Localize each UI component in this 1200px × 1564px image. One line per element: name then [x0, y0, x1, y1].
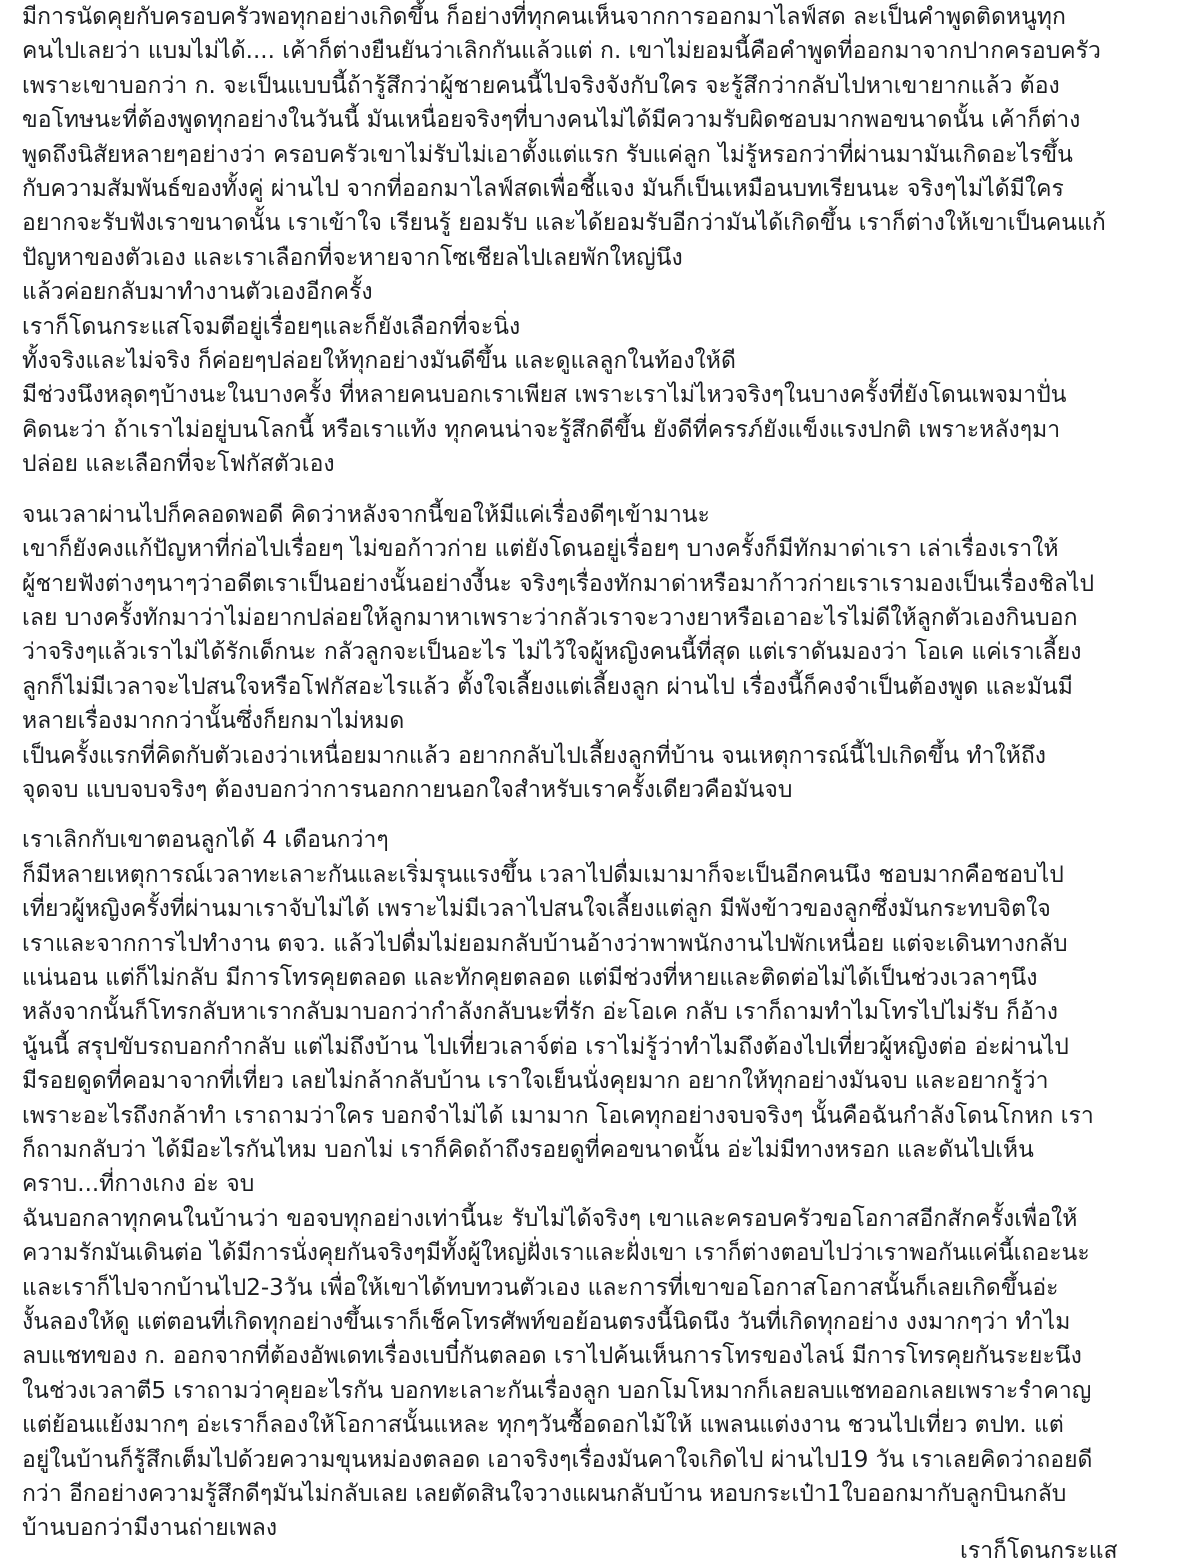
text-line: คิดนะว่า ถ้าเราไม่อยู่บนโลกนี้ หรือเราแท้ง ทุกคนน่าจะรู้สึกดีขึ้น ยังดีที่ครรภ์ยังแข็งแรงปกติ เพราะหลังๆมา — [22, 416, 1061, 443]
paragraph-2 — [22, 498, 1190, 808]
text-line: ทั้งจริงและไม่จริง ก็ค่อยๆปล่อยให้ทุกอย่างมันดีขึ้น และดูแลลูกในท้องให้ดี — [22, 348, 736, 375]
text-line: เที่ยวผู้หญิงครั้งที่ผ่านมาเราจับไม่ได้ เพราะไม่มีเวลาไปสนใจเลี้ยงแต่ลูก มีพังข้าวของลูกซึ่งมันกระทบจิตใจ — [22, 896, 1051, 923]
text-line: ปัญหาของตัวเอง และเราเลือกที่จะหายจากโซเชียลไปเลยพักใหญ่นึง — [22, 244, 683, 271]
text-line: ผู้ชายฟังต่างๆนาๆว่าอดีตเราเป็นอย่างนั้นอย่างงี้นะ จริงๆเรื่องทักมาด่าหรือมาก้าวก่ายเราเรามองเป็นเรื่องชิลไป — [22, 570, 1095, 597]
paragraph-1 — [22, 0, 1190, 482]
text-line: จุดจบ แบบจบจริงๆ ต้องบอกว่าการนอกกายนอกใจสำหรับเราครั้งเดียวคือมันจบ — [22, 776, 793, 803]
text-line: แล้วค่อยกลับมาทำงานตัวเองอีกครั้ง — [22, 279, 373, 306]
paragraph-3 — [22, 823, 1190, 1546]
text-line: ในช่วงเวลาตี5 เราถามว่าคุยอะไรกัน บอกทะเลาะกันเรื่องลูก บอกโมโหมากก็เลยลบแชทออกเลยเพราะรำคาญ — [22, 1377, 1092, 1404]
cut-off-text: เราก็โดนกระแส — [960, 1538, 1118, 1564]
text-line: อยู่ในบ้านก็รู้สึกเต็มไปด้วยความขุนหม่องตลอด เอาจริงๆเรื่องมันคาใจเกิดไป ผ่านไป19 วัน เราเลยคิดว่าถอยดี — [22, 1446, 1093, 1473]
text-line: ขอโทษนะที่ต้องพูดทุกอย่างในวันนี้ มันเหนื่อยจริงๆที่บางคนไม่ได้มีความรับผิดชอบมากพอขนาดนั้น เค้าก็ต่าง — [22, 107, 1081, 134]
text-line: เราและจากการไปทำงาน ตจว. แล้วไปดื่มไม่ยอมกลับบ้านอ้างว่าพาพนักงานไปพักเหนื่อย แต่จะเดินทางกลับ — [22, 930, 1068, 957]
text-line: อยากจะรับฟังเราขนาดนั้น เราเข้าใจ เรียนรู้ ยอมรับ และได้ยอมรับอีกว่ามันได้เกิดขึ้น เราก็ต่างให้เขาเป็นคนแก้ — [22, 210, 1106, 237]
text-line: คราบ...ที่กางเกง อ่ะ จบ — [22, 1171, 255, 1198]
text-line: ก็มีหลายเหตุการณ์เวลาทะเลาะกันและเริ่มรุนแรงขึ้น เวลาไปดื่มเมามาก็จะเป็นอีกคนนึง ชอบมากคือชอบไป — [22, 861, 1064, 888]
text-line: มีช่วงนึงหลุดๆบ้างนะในบางครั้ง ที่หลายคนบอกเราเพียส เพราะเราไม่ไหวจริงๆในบางครั้งที่ยังโดนเพจมาปั่น — [22, 382, 1067, 409]
text-line: ปล่อย และเลือกที่จะโฟกัสตัวเอง — [22, 451, 335, 478]
text-line: งั้นลองให้ดู แต่ตอนที่เกิดทุกอย่างขึ้นเราก็เช็คโทรศัพท์ขอย้อนตรงนี้นิดนึง วันที่เกิดทุกอย่าง งงมากๆว่า ทำไม — [22, 1309, 1071, 1336]
text-line: ลบแชทของ ก. ออกจากที่ต้องอัพเดทเรื่องเบบี๋กันตลอด เราไปค้นเห็นการโทรของไลน์ มีการโทรคุยกันระยะนึง — [22, 1343, 1082, 1370]
text-line: จนเวลาผ่านไปก็คลอดพอดี คิดว่าหลังจากนี้ขอให้มีแค่เรื่องดีๆเข้ามานะ — [22, 501, 710, 528]
post-body — [22, 0, 1190, 1562]
text-line: หลังจากนั้นก็โทรกลับหาเรากลับมาบอกว่ากำลังกลับนะที่รัก อ่ะโอเค กลับ เราก็ถามทำไมโทรไปไม่รับ ก็อ้าง — [22, 999, 1058, 1026]
text-line: มีรอยดูดที่คอมาจากที่เที่ยว เลยไม่กล้ากลับบ้าน เราใจเย็นนั่งคุยมาก อยากให้ทุกอย่างมันจบ และอยากรู้ว่า — [22, 1068, 1049, 1095]
text-line: ลูกก็ไม่มีเวลาจะไปสนใจหรือโฟกัสอะไรแล้ว ตั้งใจเลี้ยงแต่เลี้ยงลูก ผ่านไป เรื่องนี้ก็คงจำเป็นต้องพูด และมันมี — [22, 673, 1073, 700]
text-line: เพราะเขาบอกว่า ก. จะเป็นแบบนี้ถ้ารู้สึกว่าผู้ชายคนนี้ไปจริงจังกับใคร จะรู้สึกว่ากลับไปหาเขายากแล้ว ต้อง — [22, 72, 1060, 99]
text-line: เลย บางครั้งทักมาว่าไม่อยากปล่อยให้ลูกมาหาเพราะว่ากลัวเราจะวางยาหรือเอาอะไรไม่ดีให้ลูกตัวเองกินบอก — [22, 604, 1078, 631]
text-line: ก็ถามกลับว่า ได้มีอะไรกันไหม บอกไม่ เราก็คิดถ้าถึงรอยดูที่คอขนาดนั้น อ่ะไม่มีทางหรอก และดันไปเห็น — [22, 1137, 1034, 1163]
text-line: พูดถึงนิสัยหลายๆอย่างว่า ครอบครัวเขาไม่รับไม่เอาตั้งแต่แรก รับแค่ลูก ไม่รู้หรอกว่าที่ผ่านมามันเกิดอะไรขึ้น — [22, 141, 1073, 168]
text-line: เราเลิกกับเขาตอนลูกได้ 4 เดือนกว่าๆ — [22, 827, 389, 854]
text-line: ฉันบอกลาทุกคนในบ้านว่า ขอจบทุกอย่างเท่านี้นะ รับไม่ได้จริงๆ เขาและครอบครัวขอโอกาสอีกสักครั้งเพื่อให้ — [22, 1205, 1078, 1232]
text-line: กว่า อีกอย่างความรู้สึกดีๆมันไม่กลับเลย เลยตัดสินใจวางแผนกลับบ้าน หอบกระเป๋า1ใบออกมากับลูกบินกลับ — [22, 1481, 1067, 1508]
text-line: แต่ย้อนแย้งมากๆ อ่ะเราก็ลองให้โอกาสนั้นแหละ ทุกๆวันซื้อดอกไม้ให้ แพลนแต่งงาน ชวนไปเที่ยว ตปท. แต่ — [22, 1412, 1064, 1439]
text-line: มีการนัดคุยกับครอบครัวพอทุกอย่างเกิดขึ้น ก็อย่างที่ทุกคนเห็นจากการออกมาไลฟ์สด ละเป็นคำพูดติดหนูทุก — [22, 4, 1066, 30]
text-line: หลายเรื่องมากกว่านั้นซึ่งก็ยกมาไม่หมด — [22, 708, 405, 735]
cut-off-next-line — [960, 1538, 1140, 1564]
text-line: เป็นครั้งแรกที่คิดกับตัวเองว่าเหนื่อยมากแล้ว อยากกลับไปเลี้ยงลูกที่บ้าน จนเหตุการณ์นี้ไปเกิดขึ้น ทำให้ถึง — [22, 742, 1047, 769]
text-line: ความรักมันเดินต่อ ได้มีการนั่งคุยกันจริงๆมีทั้งผู้ใหญ่ฝั่งเราและฝั่งเขา เราก็ต่างตอบไปว่าเราพอกันแค่นี้เถอะนะ — [22, 1240, 1090, 1267]
text-line: กับความสัมพันธ์ของทั้งคู่ ผ่านไป จากที่ออกมาไลฟ์สดเพื่อชี้แจง มันก็เป็นเหมือนบทเรียนนะ จริงๆไม่ได้มีใคร — [22, 176, 1064, 203]
text-line: ว่าจริงๆแล้วเราไม่ได้รักเด็กนะ กลัวลูกจะเป็นอะไร ไม่ไว้ใจผู้หญิงคนนี้ที่สุด แต่เราดันมองว่า โอเค แค่เราเลี้ยง — [22, 639, 1082, 666]
text-line: เราก็โดนกระแสโจมตีอยู่เรื่อยๆและก็ยังเลือกที่จะนิ่ง — [22, 313, 521, 340]
text-line: บ้านบอกว่ามีงานถ่ายเพลง — [22, 1515, 278, 1542]
text-line: แน่นอน แต่ก็ไม่กลับ มีการโทรคุยตลอด และทักคุยตลอด แต่มีช่วงที่หายและติดต่อไม่ได้เป็นช่วงเวลาๆนึง — [22, 964, 1038, 991]
text-line: และเราก็ไปจากบ้านไป2-3วัน เพื่อให้เขาได้ทบทวนตัวเอง และการที่เขาขอโอกาสโอกาสนั้นก็เลยเกิดขึ้นอ่ะ — [22, 1274, 1059, 1301]
text-line: คนไปเลยว่า แบมไม่ได้.... เค้าก็ต่างยืนยันว่าเลิกกันแล้วแต่ ก. เขาไม่ยอมนี้คือคำพูดที่ออกมาจากปากครอบครัว — [22, 38, 1101, 65]
text-line: นู้นนี้ สรุปขับรถบอกกำกลับ แต่ไม่ถึงบ้าน ไปเที่ยวเลาจ์ต่อ เราไม่รู้ว่าทำไมถึงต้องไปเที่ยวผู้หญิงต่อ อ่ะผ่านไป — [22, 1033, 1069, 1060]
text-line: เพราะอะไรถึงกล้าทำ เราถามว่าใคร บอกจำไม่ได้ เมามาก โอเคทุกอย่างจบจริงๆ นั้นคือฉันกำลังโดนโกหก เรา — [22, 1102, 1094, 1129]
text-line: เขาก็ยังคงแก้ปัญหาที่ก่อไปเรื่อยๆ ไม่ขอก้าวก่าย แต่ยังโดนอยู่เรื่อยๆ บางครั้งก็มีทักมาด่าเรา เล่าเรื่องเราให้ — [22, 536, 1059, 563]
